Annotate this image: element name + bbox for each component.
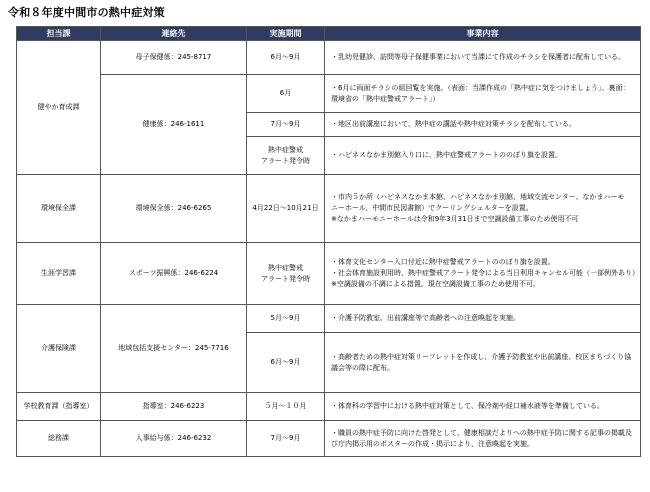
content-line: び庁内掲示用のポスターの作成・掲示により、注意喚起を実施。 (331, 439, 534, 448)
dept-cell: 環境保全課 (17, 175, 101, 243)
table-row (17, 41, 641, 75)
period-cell: 5月～9月 (247, 305, 325, 333)
table-row (17, 75, 641, 113)
content-line: ・6月に両面チラシの組回覧を実施。（表面：当課作成の「熱中症に気をつけましょう」、裏面： (331, 83, 630, 92)
content-cell: ・ハピネスなかま別館入り口に、熱中症警戒アラートののぼり旗を設置。 (325, 137, 641, 175)
content-line: ※なかまハーモニーホールは令和9年3月31日まで空調設備工事のため使用不可 (331, 215, 579, 223)
content-line: ・社会体育施設利用時、熱中症警戒アラート発令による当日利用キャンセル可能（一部例外あり） (331, 269, 639, 277)
content-line: ニーホール、中間市民図書館）でクーリングシェルターを設置。 (331, 204, 533, 212)
table-header-row (17, 27, 641, 41)
contact-cell: 環境保全係：246-6265 (101, 175, 247, 243)
header-period: 実施期間 (247, 27, 325, 41)
content-cell: ・地区出前講座において、熱中症の講話や熱中症対策チラシを配布している。 (325, 113, 641, 137)
dept-cell: 学校教育課（指導室） (17, 393, 101, 421)
period-line: アラート発令時 (261, 156, 310, 165)
contact-cell: 地域包括支援センター：245-7716 (101, 305, 247, 393)
content-line: ※空調設備の不調による措置。現在空調設備工事のため使用不可。 (331, 280, 540, 288)
period-cell: 6月 (247, 75, 325, 113)
content-line: ・体育文化センター入口付近に熱中症警戒アラートののぼり旗を設置。 (331, 258, 555, 266)
contact-cell: 指導室：246-6223 (101, 393, 247, 421)
period-cell: 6月～9月 (247, 333, 325, 393)
period-line: 熱中症警戒 (268, 263, 303, 272)
table-row (17, 393, 641, 421)
table-row (17, 421, 641, 457)
dept-cell: 介護保険課 (17, 305, 101, 393)
page-title: 令和８年度中間市の熱中症対策 (8, 6, 165, 19)
content-cell (325, 333, 641, 393)
contact-cell: 健康係：246-1611 (101, 75, 247, 175)
table-row (17, 175, 641, 243)
period-cell: 7月～9月 (247, 113, 325, 137)
period-cell: 4月22日～10月21日 (247, 175, 325, 243)
content-line: ・市内５か所（ハピネスなかま本館、ハピネスなかま別館、地域交流センター、なかまハーモ (331, 193, 625, 201)
contact-cell: 母子保健係：245-8717 (101, 41, 247, 75)
content-cell (325, 421, 641, 457)
period-cell: 7月～9月 (247, 421, 325, 457)
heat-measures-table (16, 26, 641, 457)
content-cell (325, 75, 641, 113)
content-cell: ・体育科の学習中における熱中症対策として、保冷剤や経口補水液等を準備している。 (325, 393, 641, 421)
table-row (17, 243, 641, 305)
content-line: ・職員の熱中症予防に向けた啓発として、健康相談だよりへの熱中症予防に関する記事の掲載及 (331, 428, 632, 437)
content-cell (325, 175, 641, 243)
content-line: ・高齢者ための熱中症対策リーフレットを作成し、介護予防教室や出前講座、校区まちづくり協 (331, 352, 632, 361)
content-cell: ・介護予防教室、出前講座等で高齢者への注意喚起を実施。 (325, 305, 641, 333)
contact-cell: 人事給与係：246-6232 (101, 421, 247, 457)
period-line: アラート発令時 (261, 274, 310, 283)
dept-cell: 総務課 (17, 421, 101, 457)
period-cell: 6月～9月 (247, 41, 325, 75)
dept-cell: 健やか育成課 (17, 41, 101, 175)
content-line: 議会等の際に配布。 (331, 363, 394, 372)
header-content: 事業内容 (325, 27, 641, 41)
period-cell (247, 137, 325, 175)
header-dept: 担当課 (17, 27, 101, 41)
table-row (17, 305, 641, 333)
content-cell: ・乳幼児健診、訪問等母子保健事業において当課にて作成のチラシを保護者に配布している。 (325, 41, 641, 75)
content-line: 環境省の「熱中症警戒アラート」） (331, 94, 440, 103)
dept-cell: 生涯学習課 (17, 243, 101, 305)
period-cell (247, 243, 325, 305)
contact-cell: スポーツ振興係：246-6224 (101, 243, 247, 305)
period-line: 熱中症警戒 (268, 145, 303, 154)
content-cell (325, 243, 641, 305)
header-contact: 連絡先 (101, 27, 247, 41)
period-cell: ５月～１０月 (247, 393, 325, 421)
